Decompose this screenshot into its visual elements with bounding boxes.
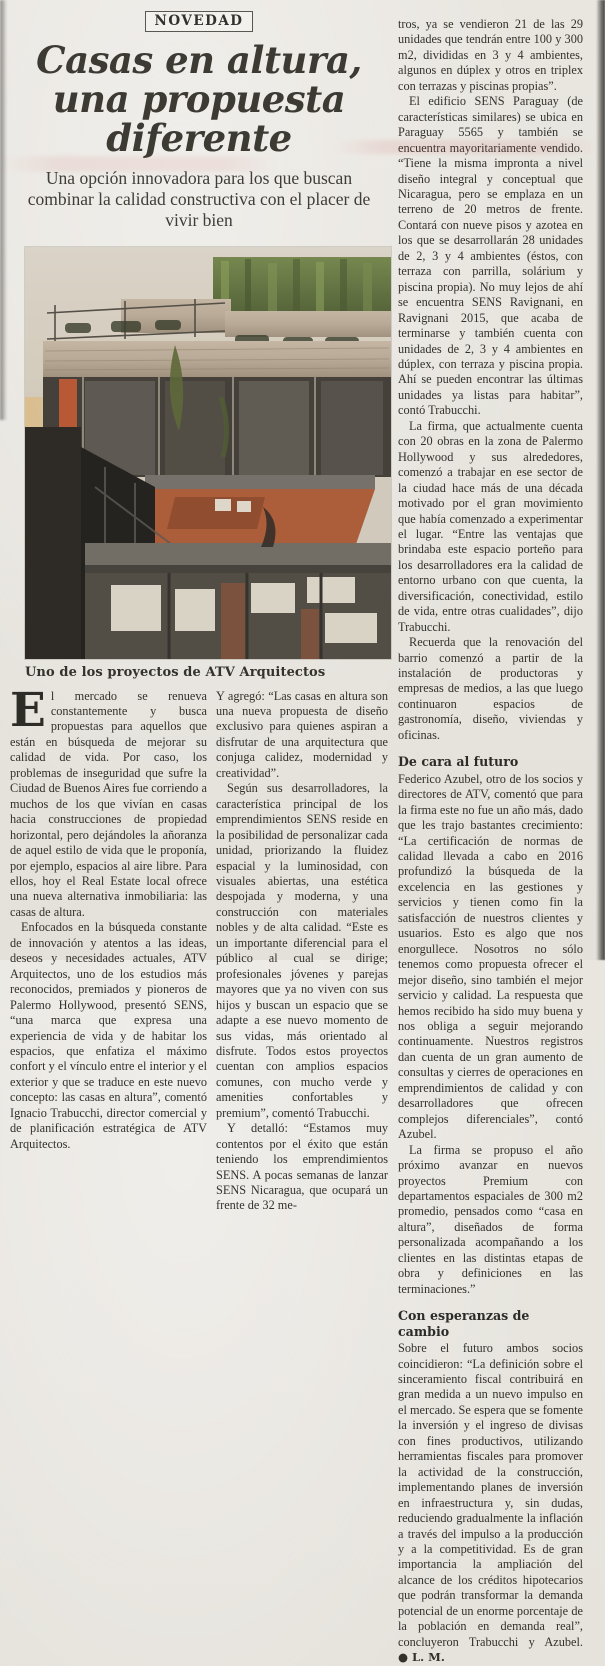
article-left-zone [0,0,388,1213]
paragraph: Enfocados en la búsqueda constante de innovación y atentos a las ideas, deseos y necesidades actuales, ATV Arquitectos, uno de los estudios más reconocidos, premiados y pioneros de Palermo Hollywood, presentó SENS, “una marca que expresa una experiencia de vida y de habitar los espacios, que enfatiza el máximo confort y el vínculo entre el interior y el exterior y que se traduce en este nuevo concepto: las casas en altura”, comentó Ignacio Trabucchi, director comercial y de planificación estratégica de ATV Arquitectos. [10,920,207,1151]
closing-paragraph [398,1341,583,1666]
paragraph: La firma se propuso el año próximo avanzar en nuevos proyectos Premium con departamentos espaciales de 300 m2 promedio, pensados como “casa en altura”, diseñados de forma personalizada acompañando a los clientes en las distintas etapas de obra y definiciones en las terminaciones.” [398,1142,583,1296]
paragraph: Federico Azubel, otro de los socios y directores de ATV, comentó que para la firma este no fue un año más, dado que les trajo bastantes crecimiento: “La certificación de normas de calidad llevada a cabo en 2016 profundizó la búsqueda de la excelencia en las gestiones y servicios y tienen como fin la satisfacción de nuestros clientes y usuarios. Esto es algo que nos enorgullece. Nosotros no sólo tenemos como propuesta ofrecer el mejor diseño, sino también el mejor servicio y calidad. La respuesta que hemos recibido ha sido muy buena y nos obliga a seguir mejorando continuamente. Nuestros registros dan cuenta de un gran aumento de consultas y cierres de operaciones en emprendimientos de calidad y con desarrolladores que ofrecen complejos diferenciales”, contó Azubel. [398,771,583,1142]
drop-cap: E [10,682,46,738]
body-column-3 [388,0,587,1665]
article-headline: Casas en altura, una propuesta diferente [36,38,362,160]
novedad-badge: NOVEDAD [145,11,252,32]
author-byline: ● L. M. [398,1650,445,1665]
paragraph: La firma, que actualmente cuenta con 20 obras en la zona de Palermo Hollywood y sus alrededores, comenzó a trabajar en ese sector de la ciudad hace más de una década motivado por el gran movimiento que había comenzado a experimentar el lugar. “Entre las ventajas que brindaba este espacio porteño para los desarrolladores era la calidad de entorno urbano con que cuenta, la diversificación, conectividad, estilo de vida, entre otras cualidades”, dijo Trabucchi. [398,418,583,634]
page-edge-shadow-right [596,0,605,960]
paragraph: Recuerda que la renovación del barrio comenzó a partir de la instalación de productoras y empresas de medios, a las que luego continuaron espacios de gastronomía, diseño, viviendas y oficinas. [398,635,583,742]
building-photo [25,247,391,659]
section-heading-cambio: Con esperanzas de cambio [398,1308,530,1339]
building-render-illustration [25,247,391,659]
body-column-1 [10,682,207,1214]
page-edge-shadow-left [0,0,7,420]
paragraph [10,682,207,921]
body-column-2 [216,689,388,1214]
bottom-columns [10,682,388,1214]
paragraph: Y detalló: “Estamos muy contentos por el éxito que están teniendo los emprendimientos SENS. A pocas semanas de lanzar SENS Nicaragua, que ocupará un frente de 32 me- [216,1121,388,1213]
paragraph: Y agregó: “Las casas en altura son una nueva propuesta de diseño exclusivo para quienes aspiran a disfrutar de una arquitectura que conjuga calidez, modernidad y creatividad”. [216,688,388,780]
paragraph-text: l mercado se renueva constantemente y busca propuestas para aquellos que están en búsqueda de mejorar su calidad de vida. Por caso, los problemas de inseguridad que sufre la Ciudad de Buenos Aires fue corriendo a muchos de los que vivían en casas hacia construcciones de propiedad horizontal, pero dejándoles la añoranza de aquel estilo de vida que le proponía, por ejemplo, espacios al aire libre. Para ellos, hoy el Real Estate local ofrece una nueva alternativa inmobiliaria: las casas de altura. [10,688,207,919]
paragraph: tros, ya se vendieron 21 de las 29 unidades que tendrán entre 100 y 300 m2, divididas en 3 y 4 ambientes, algunos en dúplex y otros en triplex con terrazas y piscinas propias”. [398,17,583,93]
article-subheadline: Una opción innovadora para los que buscan combinar la calidad constructiva con el placer de vivir bien [27,167,371,230]
section-heading-futuro: De cara al futuro [398,754,519,770]
photo-caption: Uno de los proyectos de ATV Arquitectos [25,664,326,680]
paragraph-text: Sobre el futuro ambos socios coincidieron: “La definición sobre el sinceramiento fiscal contribuirá en gran medida a un nuevo impulso en el mercado. Se espera que se fomente la inversión y el ingreso de divisas con fines productivos, utilizando herramientas fiscales para promover la actividad de la construcción, implementando planes de inversión en infraestructura y, sin dudas, reduciendo gradualmente la inflación a través del impulso a la producción y a la competitividad. Es de gran importancia la ampliación del alcance de los créditos hipotecarios que podrán transformar la demanda potencial de un enorme porcentaje de la población en demanda real”, concluyeron Trabucchi y Azubel. [398,1341,583,1649]
paragraph: Según sus desarrolladores, la característica principal de los emprendimientos SENS reside en la posibilidad de personalizar cada unidad, priorizando la fluidez espacial y la luminosidad, con visuales abiertas, una estética despojada y moderna, y una construcción con materiales nobles y de alta calidad. “Este es un importante diferencial para el público al cual se dirige; profesionales jóvenes y parejas mayores que ya no viven con sus hijos y buscan un espacio que se adapte a ese nuevo momento de sus vidas, más orientado al disfrute. Todos estos proyectos cuentan con amplios espacios comunes, con mucho verde y amenities confortables y premium”, comentó Trabucchi. [216,781,388,1120]
paragraph: El edificio SENS Paraguay (de características similares) se ubica en Paraguay 5565 y también se encuentra mayoritariamente vendido. “Tiene la misma impronta a nivel diseño integral y conceptual que Nicaragua, pero se emplaza en un terreno de 20 metros de frente. Contará con nueve pisos y azotea en los que se desarrollarán 28 unidades de 2, 3 y 4 ambientes (éstos, con terraza con parrilla, solárium y piscina propia). No muy lejos de ahí se encuentra SENS Ravignani, en Ravignani 2015, que acaba de terminarse y también cuenta con unidades de 2, 3 y 4 ambientes en dúplex, con terraza y piscina propia. Ahí se pueden encontrar las últimas unidades ya listas para habitar”, contó Trabucchi. [398,94,583,418]
badge-row [10,11,388,32]
